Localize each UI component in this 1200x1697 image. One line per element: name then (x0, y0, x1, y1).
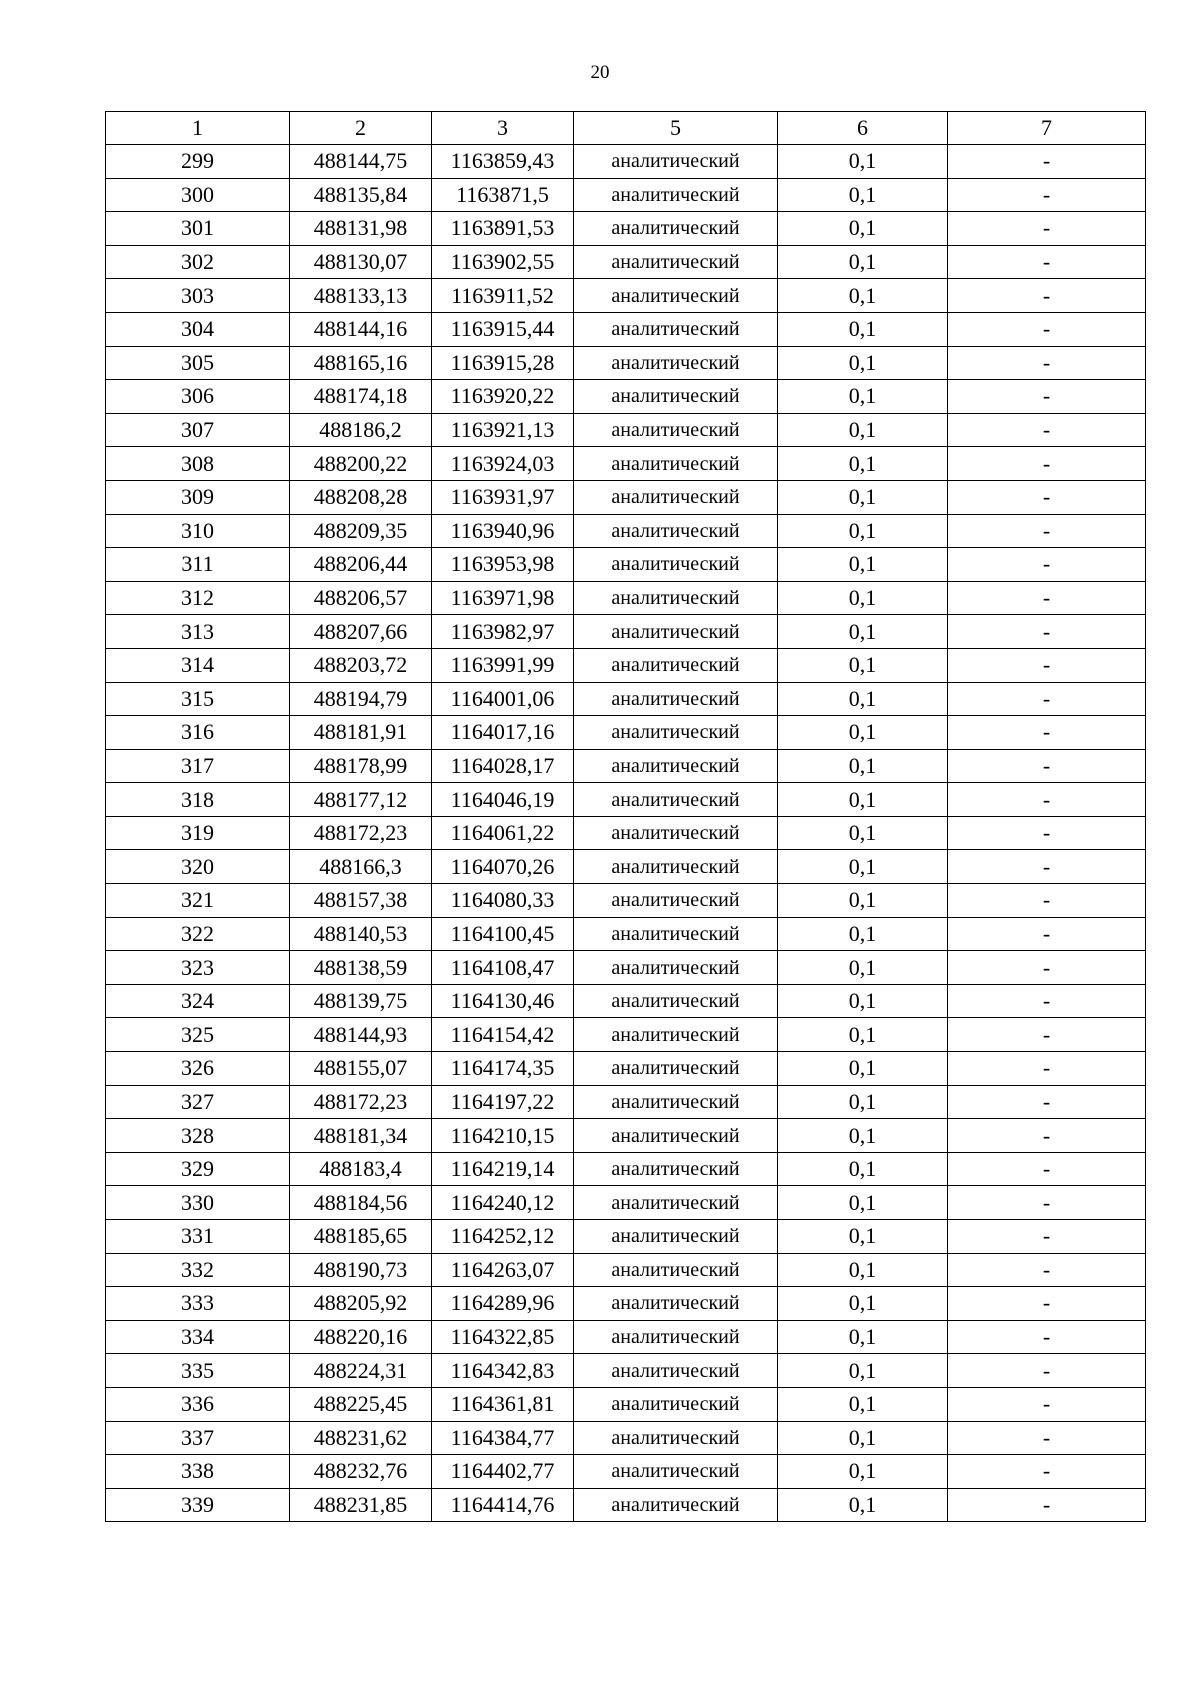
accuracy-cell: 0,1 (778, 1085, 948, 1119)
x-coordinate-cell: 488144,93 (290, 1018, 432, 1052)
x-coordinate-cell: 488203,72 (290, 648, 432, 682)
y-coordinate-cell: 1163902,55 (432, 245, 574, 279)
x-coordinate-cell: 488157,38 (290, 884, 432, 918)
y-coordinate-cell: 1163931,97 (432, 480, 574, 514)
note-cell: - (948, 1119, 1146, 1153)
note-cell: - (948, 716, 1146, 750)
x-coordinate-cell: 488166,3 (290, 850, 432, 884)
column-header: 3 (432, 112, 574, 145)
note-cell: - (948, 816, 1146, 850)
point-number-cell: 308 (106, 447, 290, 481)
x-coordinate-cell: 488140,53 (290, 917, 432, 951)
accuracy-cell: 0,1 (778, 917, 948, 951)
x-coordinate-cell: 488165,16 (290, 346, 432, 380)
x-coordinate-cell: 488184,56 (290, 1186, 432, 1220)
accuracy-cell: 0,1 (778, 1354, 948, 1388)
note-cell: - (948, 548, 1146, 582)
x-coordinate-cell: 488185,65 (290, 1220, 432, 1254)
y-coordinate-cell: 1163982,97 (432, 615, 574, 649)
note-cell: - (948, 1085, 1146, 1119)
y-coordinate-cell: 1163871,5 (432, 178, 574, 212)
method-cell: аналитический (574, 245, 778, 279)
note-cell: - (948, 178, 1146, 212)
table-row (106, 1186, 1146, 1220)
note-cell: - (948, 1152, 1146, 1186)
y-coordinate-cell: 1163891,53 (432, 212, 574, 246)
table-row (106, 1387, 1146, 1421)
point-number-cell: 300 (106, 178, 290, 212)
x-coordinate-cell: 488181,91 (290, 716, 432, 750)
column-header: 7 (948, 112, 1146, 145)
note-cell: - (948, 480, 1146, 514)
note-cell: - (948, 783, 1146, 817)
point-number-cell: 299 (106, 145, 290, 179)
accuracy-cell: 0,1 (778, 548, 948, 582)
table-row (106, 447, 1146, 481)
note-cell: - (948, 245, 1146, 279)
x-coordinate-cell: 488139,75 (290, 984, 432, 1018)
point-number-cell: 327 (106, 1085, 290, 1119)
accuracy-cell: 0,1 (778, 245, 948, 279)
note-cell: - (948, 1354, 1146, 1388)
x-coordinate-cell: 488155,07 (290, 1052, 432, 1086)
method-cell: аналитический (574, 1287, 778, 1321)
accuracy-cell: 0,1 (778, 279, 948, 313)
note-cell: - (948, 749, 1146, 783)
x-coordinate-cell: 488144,75 (290, 145, 432, 179)
method-cell: аналитический (574, 884, 778, 918)
x-coordinate-cell: 488231,62 (290, 1421, 432, 1455)
point-number-cell: 307 (106, 413, 290, 447)
table-row (106, 850, 1146, 884)
x-coordinate-cell: 488178,99 (290, 749, 432, 783)
accuracy-cell: 0,1 (778, 1421, 948, 1455)
table-row (106, 1354, 1146, 1388)
y-coordinate-cell: 1163920,22 (432, 380, 574, 414)
table-row (106, 884, 1146, 918)
point-number-cell: 334 (106, 1320, 290, 1354)
y-coordinate-cell: 1164342,83 (432, 1354, 574, 1388)
y-coordinate-cell: 1164240,12 (432, 1186, 574, 1220)
table-row (106, 1253, 1146, 1287)
accuracy-cell: 0,1 (778, 380, 948, 414)
point-number-cell: 311 (106, 548, 290, 582)
method-cell: аналитический (574, 1052, 778, 1086)
table-row (106, 279, 1146, 313)
point-number-cell: 326 (106, 1052, 290, 1086)
note-cell: - (948, 917, 1146, 951)
method-cell: аналитический (574, 816, 778, 850)
accuracy-cell: 0,1 (778, 850, 948, 884)
y-coordinate-cell: 1164361,81 (432, 1387, 574, 1421)
table-row (106, 1320, 1146, 1354)
accuracy-cell: 0,1 (778, 447, 948, 481)
accuracy-cell: 0,1 (778, 682, 948, 716)
point-number-cell: 328 (106, 1119, 290, 1153)
y-coordinate-cell: 1164001,06 (432, 682, 574, 716)
point-number-cell: 321 (106, 884, 290, 918)
point-number-cell: 329 (106, 1152, 290, 1186)
table-row (106, 1018, 1146, 1052)
table-row (106, 1287, 1146, 1321)
y-coordinate-cell: 1164017,16 (432, 716, 574, 750)
page-number: 20 (590, 62, 610, 83)
x-coordinate-cell: 488206,57 (290, 581, 432, 615)
accuracy-cell: 0,1 (778, 312, 948, 346)
accuracy-cell: 0,1 (778, 749, 948, 783)
y-coordinate-cell: 1164070,26 (432, 850, 574, 884)
method-cell: аналитический (574, 1220, 778, 1254)
table-header-row (106, 112, 1146, 145)
table-row (106, 716, 1146, 750)
y-coordinate-cell: 1164219,14 (432, 1152, 574, 1186)
accuracy-cell: 0,1 (778, 884, 948, 918)
accuracy-cell: 0,1 (778, 346, 948, 380)
method-cell: аналитический (574, 346, 778, 380)
note-cell: - (948, 581, 1146, 615)
x-coordinate-cell: 488177,12 (290, 783, 432, 817)
method-cell: аналитический (574, 1085, 778, 1119)
coordinates-table (105, 111, 1146, 1522)
point-number-cell: 323 (106, 951, 290, 985)
y-coordinate-cell: 1164080,33 (432, 884, 574, 918)
accuracy-cell: 0,1 (778, 1220, 948, 1254)
table-row (106, 1488, 1146, 1522)
accuracy-cell: 0,1 (778, 145, 948, 179)
note-cell: - (948, 212, 1146, 246)
point-number-cell: 304 (106, 312, 290, 346)
note-cell: - (948, 312, 1146, 346)
method-cell: аналитический (574, 178, 778, 212)
point-number-cell: 314 (106, 648, 290, 682)
method-cell: аналитический (574, 1421, 778, 1455)
accuracy-cell: 0,1 (778, 178, 948, 212)
accuracy-cell: 0,1 (778, 1052, 948, 1086)
x-coordinate-cell: 488181,34 (290, 1119, 432, 1153)
table-row (106, 380, 1146, 414)
y-coordinate-cell: 1164108,47 (432, 951, 574, 985)
method-cell: аналитический (574, 279, 778, 313)
note-cell: - (948, 1488, 1146, 1522)
method-cell: аналитический (574, 917, 778, 951)
accuracy-cell: 0,1 (778, 1253, 948, 1287)
method-cell: аналитический (574, 413, 778, 447)
x-coordinate-cell: 488190,73 (290, 1253, 432, 1287)
point-number-cell: 317 (106, 749, 290, 783)
y-coordinate-cell: 1164028,17 (432, 749, 574, 783)
method-cell: аналитический (574, 1455, 778, 1489)
y-coordinate-cell: 1164154,42 (432, 1018, 574, 1052)
table-row (106, 346, 1146, 380)
table-row (106, 178, 1146, 212)
accuracy-cell: 0,1 (778, 648, 948, 682)
y-coordinate-cell: 1164210,15 (432, 1119, 574, 1153)
point-number-cell: 325 (106, 1018, 290, 1052)
table-row (106, 1421, 1146, 1455)
method-cell: аналитический (574, 1488, 778, 1522)
y-coordinate-cell: 1164061,22 (432, 816, 574, 850)
y-coordinate-cell: 1163971,98 (432, 581, 574, 615)
note-cell: - (948, 145, 1146, 179)
y-coordinate-cell: 1164174,35 (432, 1052, 574, 1086)
point-number-cell: 339 (106, 1488, 290, 1522)
accuracy-cell: 0,1 (778, 514, 948, 548)
x-coordinate-cell: 488186,2 (290, 413, 432, 447)
table-row (106, 1052, 1146, 1086)
note-cell: - (948, 1220, 1146, 1254)
note-cell: - (948, 1052, 1146, 1086)
method-cell: аналитический (574, 1253, 778, 1287)
note-cell: - (948, 1387, 1146, 1421)
point-number-cell: 305 (106, 346, 290, 380)
table-row (106, 749, 1146, 783)
table-row (106, 413, 1146, 447)
method-cell: аналитический (574, 1018, 778, 1052)
method-cell: аналитический (574, 548, 778, 582)
accuracy-cell: 0,1 (778, 1320, 948, 1354)
table-row (106, 951, 1146, 985)
point-number-cell: 322 (106, 917, 290, 951)
y-coordinate-cell: 1164046,19 (432, 783, 574, 817)
x-coordinate-cell: 488172,23 (290, 816, 432, 850)
accuracy-cell: 0,1 (778, 984, 948, 1018)
accuracy-cell: 0,1 (778, 1018, 948, 1052)
table-row (106, 1220, 1146, 1254)
method-cell: аналитический (574, 716, 778, 750)
x-coordinate-cell: 488183,4 (290, 1152, 432, 1186)
note-cell: - (948, 884, 1146, 918)
note-cell: - (948, 648, 1146, 682)
y-coordinate-cell: 1163859,43 (432, 145, 574, 179)
method-cell: аналитический (574, 1354, 778, 1388)
method-cell: аналитический (574, 682, 778, 716)
note-cell: - (948, 1320, 1146, 1354)
accuracy-cell: 0,1 (778, 1287, 948, 1321)
table-row (106, 783, 1146, 817)
table-row (106, 1152, 1146, 1186)
x-coordinate-cell: 488194,79 (290, 682, 432, 716)
x-coordinate-cell: 488138,59 (290, 951, 432, 985)
accuracy-cell: 0,1 (778, 480, 948, 514)
table-row (106, 480, 1146, 514)
x-coordinate-cell: 488130,07 (290, 245, 432, 279)
accuracy-cell: 0,1 (778, 413, 948, 447)
note-cell: - (948, 447, 1146, 481)
x-coordinate-cell: 488231,85 (290, 1488, 432, 1522)
point-number-cell: 336 (106, 1387, 290, 1421)
x-coordinate-cell: 488131,98 (290, 212, 432, 246)
table-row (106, 145, 1146, 179)
point-number-cell: 303 (106, 279, 290, 313)
y-coordinate-cell: 1164402,77 (432, 1455, 574, 1489)
y-coordinate-cell: 1163991,99 (432, 648, 574, 682)
accuracy-cell: 0,1 (778, 1488, 948, 1522)
y-coordinate-cell: 1164263,07 (432, 1253, 574, 1287)
table-row (106, 615, 1146, 649)
method-cell: аналитический (574, 984, 778, 1018)
method-cell: аналитический (574, 145, 778, 179)
x-coordinate-cell: 488172,23 (290, 1085, 432, 1119)
method-cell: аналитический (574, 380, 778, 414)
y-coordinate-cell: 1163921,13 (432, 413, 574, 447)
note-cell: - (948, 1455, 1146, 1489)
note-cell: - (948, 984, 1146, 1018)
point-number-cell: 301 (106, 212, 290, 246)
x-coordinate-cell: 488133,13 (290, 279, 432, 313)
column-header: 1 (106, 112, 290, 145)
y-coordinate-cell: 1164322,85 (432, 1320, 574, 1354)
x-coordinate-cell: 488220,16 (290, 1320, 432, 1354)
table-row (106, 312, 1146, 346)
x-coordinate-cell: 488144,16 (290, 312, 432, 346)
x-coordinate-cell: 488135,84 (290, 178, 432, 212)
point-number-cell: 319 (106, 816, 290, 850)
x-coordinate-cell: 488225,45 (290, 1387, 432, 1421)
point-number-cell: 313 (106, 615, 290, 649)
point-number-cell: 310 (106, 514, 290, 548)
point-number-cell: 338 (106, 1455, 290, 1489)
x-coordinate-cell: 488174,18 (290, 380, 432, 414)
method-cell: аналитический (574, 1186, 778, 1220)
note-cell: - (948, 951, 1146, 985)
note-cell: - (948, 1186, 1146, 1220)
method-cell: аналитический (574, 1119, 778, 1153)
column-header: 5 (574, 112, 778, 145)
point-number-cell: 315 (106, 682, 290, 716)
accuracy-cell: 0,1 (778, 1186, 948, 1220)
method-cell: аналитический (574, 514, 778, 548)
point-number-cell: 331 (106, 1220, 290, 1254)
table-row (106, 648, 1146, 682)
method-cell: аналитический (574, 783, 778, 817)
x-coordinate-cell: 488209,35 (290, 514, 432, 548)
x-coordinate-cell: 488200,22 (290, 447, 432, 481)
y-coordinate-cell: 1163953,98 (432, 548, 574, 582)
method-cell: аналитический (574, 1320, 778, 1354)
accuracy-cell: 0,1 (778, 816, 948, 850)
table-row (106, 1119, 1146, 1153)
method-cell: аналитический (574, 1152, 778, 1186)
method-cell: аналитический (574, 581, 778, 615)
table-row (106, 245, 1146, 279)
point-number-cell: 320 (106, 850, 290, 884)
method-cell: аналитический (574, 615, 778, 649)
y-coordinate-cell: 1163940,96 (432, 514, 574, 548)
y-coordinate-cell: 1164100,45 (432, 917, 574, 951)
point-number-cell: 324 (106, 984, 290, 1018)
table-row (106, 212, 1146, 246)
y-coordinate-cell: 1164130,46 (432, 984, 574, 1018)
table-row (106, 548, 1146, 582)
table-row (106, 984, 1146, 1018)
method-cell: аналитический (574, 648, 778, 682)
column-header: 2 (290, 112, 432, 145)
x-coordinate-cell: 488206,44 (290, 548, 432, 582)
y-coordinate-cell: 1164197,22 (432, 1085, 574, 1119)
method-cell: аналитический (574, 951, 778, 985)
accuracy-cell: 0,1 (778, 951, 948, 985)
accuracy-cell: 0,1 (778, 212, 948, 246)
accuracy-cell: 0,1 (778, 1152, 948, 1186)
note-cell: - (948, 514, 1146, 548)
x-coordinate-cell: 488232,76 (290, 1455, 432, 1489)
table-row (106, 581, 1146, 615)
table-body (106, 145, 1146, 1522)
table-row (106, 1085, 1146, 1119)
x-coordinate-cell: 488207,66 (290, 615, 432, 649)
point-number-cell: 302 (106, 245, 290, 279)
point-number-cell: 337 (106, 1421, 290, 1455)
method-cell: аналитический (574, 850, 778, 884)
accuracy-cell: 0,1 (778, 1455, 948, 1489)
accuracy-cell: 0,1 (778, 1119, 948, 1153)
method-cell: аналитический (574, 212, 778, 246)
accuracy-cell: 0,1 (778, 581, 948, 615)
table-row (106, 514, 1146, 548)
point-number-cell: 333 (106, 1287, 290, 1321)
accuracy-cell: 0,1 (778, 716, 948, 750)
note-cell: - (948, 615, 1146, 649)
y-coordinate-cell: 1164252,12 (432, 1220, 574, 1254)
accuracy-cell: 0,1 (778, 1387, 948, 1421)
point-number-cell: 335 (106, 1354, 290, 1388)
note-cell: - (948, 682, 1146, 716)
note-cell: - (948, 380, 1146, 414)
x-coordinate-cell: 488208,28 (290, 480, 432, 514)
x-coordinate-cell: 488205,92 (290, 1287, 432, 1321)
y-coordinate-cell: 1164289,96 (432, 1287, 574, 1321)
y-coordinate-cell: 1164414,76 (432, 1488, 574, 1522)
note-cell: - (948, 346, 1146, 380)
point-number-cell: 309 (106, 480, 290, 514)
note-cell: - (948, 413, 1146, 447)
table-row (106, 816, 1146, 850)
method-cell: аналитический (574, 749, 778, 783)
point-number-cell: 312 (106, 581, 290, 615)
point-number-cell: 316 (106, 716, 290, 750)
note-cell: - (948, 279, 1146, 313)
accuracy-cell: 0,1 (778, 615, 948, 649)
point-number-cell: 318 (106, 783, 290, 817)
method-cell: аналитический (574, 480, 778, 514)
y-coordinate-cell: 1163911,52 (432, 279, 574, 313)
method-cell: аналитический (574, 447, 778, 481)
y-coordinate-cell: 1163915,28 (432, 346, 574, 380)
method-cell: аналитический (574, 312, 778, 346)
y-coordinate-cell: 1164384,77 (432, 1421, 574, 1455)
note-cell: - (948, 1018, 1146, 1052)
y-coordinate-cell: 1163924,03 (432, 447, 574, 481)
method-cell: аналитический (574, 1387, 778, 1421)
point-number-cell: 306 (106, 380, 290, 414)
note-cell: - (948, 1253, 1146, 1287)
table-row (106, 917, 1146, 951)
table-row (106, 682, 1146, 716)
accuracy-cell: 0,1 (778, 783, 948, 817)
point-number-cell: 330 (106, 1186, 290, 1220)
note-cell: - (948, 1287, 1146, 1321)
point-number-cell: 332 (106, 1253, 290, 1287)
y-coordinate-cell: 1163915,44 (432, 312, 574, 346)
x-coordinate-cell: 488224,31 (290, 1354, 432, 1388)
column-header: 6 (778, 112, 948, 145)
note-cell: - (948, 850, 1146, 884)
note-cell: - (948, 1421, 1146, 1455)
table-row (106, 1455, 1146, 1489)
